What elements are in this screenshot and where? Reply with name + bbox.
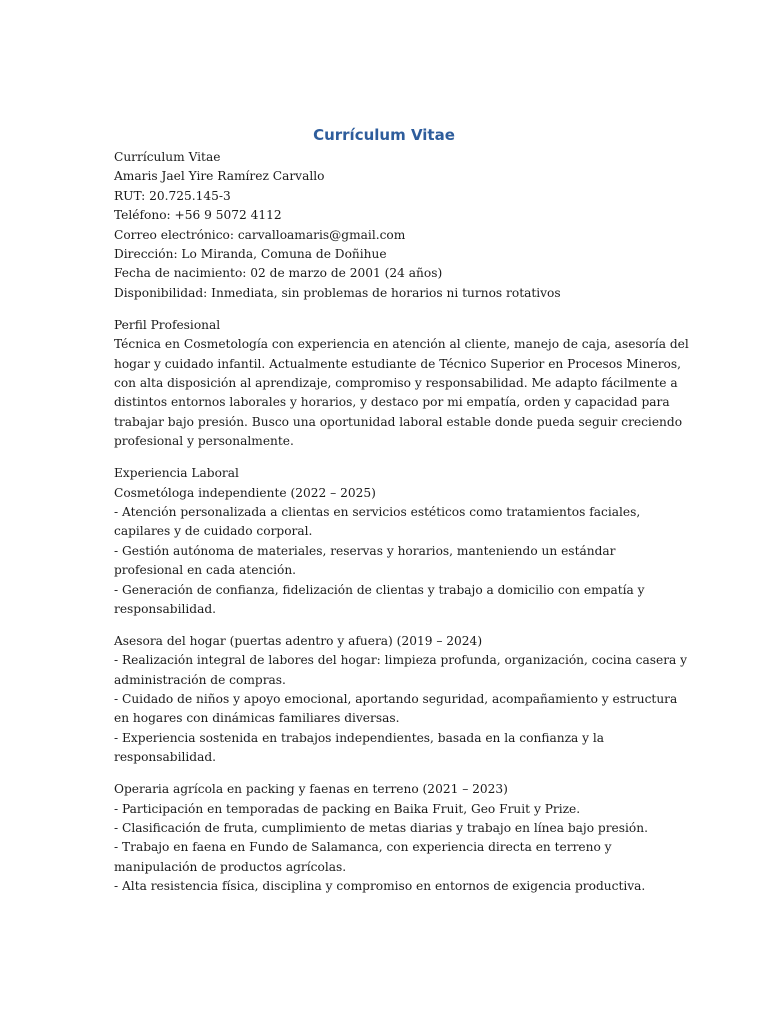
job-title: Cosmetóloga independiente (2022 – 2025) xyxy=(114,485,376,500)
job-detail-line: capilares y de cuidado corporal. xyxy=(114,524,313,539)
contact-rut: RUT: 20.725.145-3 xyxy=(114,188,231,203)
document-body xyxy=(114,148,689,909)
contact-phone: Teléfono: +56 9 5072 4112 xyxy=(114,208,282,223)
profile-heading: Perfil Profesional xyxy=(114,317,221,332)
job-title: Asesora del hogar (puertas adentro y afuera) (2019 – 2024) xyxy=(114,633,483,648)
job-detail-line: responsabilidad. xyxy=(114,750,217,765)
document-title: Currículum Vitae xyxy=(313,126,455,144)
job-detail-line: profesional en cada atención. xyxy=(114,563,297,578)
contact-birthdate: Fecha de nacimiento: 02 de marzo de 2001 (24 años) xyxy=(114,266,443,281)
job-detail-line: - Participación en temporadas de packing en Baika Fruit, Geo Fruit y Prize. xyxy=(114,801,581,816)
job-entry-cosmetologa xyxy=(114,484,654,620)
job-detail-line: - Clasificación de fruta, cumplimiento de metas diarias y trabajo en línea bajo presión. xyxy=(114,821,648,835)
contact-email: Correo electrónico: carvalloamaris@gmail.com xyxy=(114,227,406,242)
profile-line: hogar y cuidado infantil. Actualmente estudiante de Técnico Superior en Procesos Mineros, xyxy=(114,356,681,371)
job-detail-line: - Alta resistencia física, disciplina y compromiso en entornos de exigencia productiva. xyxy=(114,879,646,894)
job-detail-line: - Trabajo en faena en Fundo de Salamanca, con experiencia directa en terreno y xyxy=(114,840,612,855)
profile-line: con alta disposición al aprendizaje, compromiso y responsabilidad. Me adapto fácilmente a xyxy=(114,375,678,390)
job-detail-line: - Experiencia sostenida en trabajos independientes, basada en la confianza y la xyxy=(114,730,605,745)
profile-section xyxy=(114,316,689,452)
job-detail-line: - Cuidado de niños y apoyo emocional, aportando seguridad, acompañamiento y estructura xyxy=(114,692,678,707)
contact-section xyxy=(114,167,654,303)
job-detail-line: manipulación de productos agrícolas. xyxy=(114,859,347,874)
profile-line: trabajar bajo presión. Busco una oportunidad laboral estable donde pueda seguir creciendo xyxy=(114,414,683,429)
profile-line: distintos entornos laborales y horarios, y destaco por mi empatía, orden y capacidad para xyxy=(114,395,670,410)
profile-line: Técnica en Cosmetología con experiencia en atención al cliente, manejo de caja, asesoría del xyxy=(114,337,689,352)
job-detail-line: en hogares con dinámicas familiares diversas. xyxy=(114,711,400,726)
job-entry-asesora xyxy=(114,632,688,768)
profile-line: profesional y personalmente. xyxy=(114,434,294,449)
job-entry-operaria xyxy=(114,780,654,896)
job-detail-line: responsabilidad. xyxy=(114,601,217,616)
job-detail-line: - Atención personalizada a clientas en servicios estéticos como tratamientos faciales, xyxy=(114,504,641,519)
document-subheading: Currículum Vitae xyxy=(114,150,221,164)
job-title: Operaria agrícola en packing y faenas en terreno (2021 – 2023) xyxy=(114,782,508,797)
experience-heading: Experiencia Laboral xyxy=(114,466,239,481)
job-detail-line: - Gestión autónoma de materiales, reservas y horarios, manteniendo un estándar xyxy=(114,543,616,558)
contact-availability: Disponibilidad: Inmediata, sin problemas de horarios ni turnos rotativos xyxy=(114,285,561,300)
job-detail-line: administración de compras. xyxy=(114,672,286,687)
contact-address: Dirección: Lo Miranda, Comuna de Doñihue xyxy=(114,247,387,262)
contact-name: Amaris Jael Yire Ramírez Carvallo xyxy=(114,169,325,184)
job-detail-line: - Realización integral de labores del hogar: limpieza profunda, organización, cocina casera y xyxy=(114,653,688,668)
job-detail-line: - Generación de confianza, fidelización de clientas y trabajo a domicilio con empatía y xyxy=(114,582,645,597)
